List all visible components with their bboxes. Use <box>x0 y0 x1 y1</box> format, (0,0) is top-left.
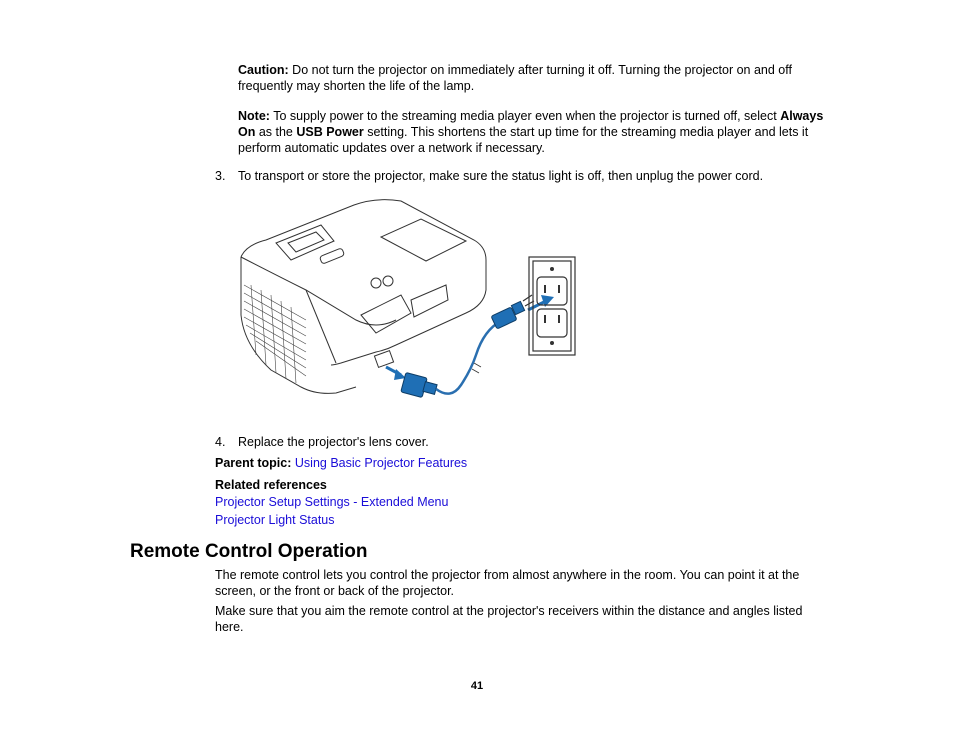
caution-paragraph <box>238 62 838 94</box>
note-label: Note: <box>238 109 270 123</box>
related-references-heading <box>215 477 327 493</box>
note-text-3: setting. This shortens the start up time for the streaming media player and lets it perform automatic updates over a network if necessary. <box>238 125 809 155</box>
step-3-text: To transport or store the projector, make sure the status light is off, then unplug the power cord. <box>238 169 764 183</box>
step-4-text: Replace the projector's lens cover. <box>238 435 429 449</box>
step-3-number: 3. <box>215 169 226 183</box>
projector-unplug-drawing <box>236 195 581 407</box>
related-link-setup-settings[interactable]: Projector Setup Settings - Extended Menu <box>215 495 449 509</box>
caution-label: Caution: <box>238 63 289 77</box>
parent-topic-link[interactable]: Using Basic Projector Features <box>294 456 468 470</box>
note-paragraph <box>238 108 838 156</box>
step-4-number: 4. <box>215 435 226 449</box>
parent-topic-label: Parent topic: <box>215 456 292 470</box>
note-text-2: as the <box>255 125 297 139</box>
section-title: Remote Control Operation <box>130 541 368 562</box>
unplug-illustration <box>236 195 581 407</box>
section-paragraph-1: The remote control lets you control the projector from almost anywhere in the room. You can point it at the screen, or the front or back of the projector. <box>215 568 800 598</box>
caution-text: Do not turn the projector on immediately after turning it off. Turning the projector on and off frequently may shorten the life of the lamp. <box>238 63 792 93</box>
parent-topic <box>215 455 467 471</box>
related-link-light-status[interactable]: Projector Light Status <box>215 513 335 527</box>
note-always-on: Always On <box>238 109 824 139</box>
note-text-1: To supply power to the streaming media player even when the projector is turned off, select <box>269 109 781 123</box>
note-usb-power: USB Power <box>296 125 364 139</box>
page-number: 41 <box>470 680 484 692</box>
section-paragraph-2: Make sure that you aim the remote control at the projector's receivers within the distance and angles listed here. <box>215 604 803 634</box>
related-references-label: Related references <box>215 478 327 492</box>
